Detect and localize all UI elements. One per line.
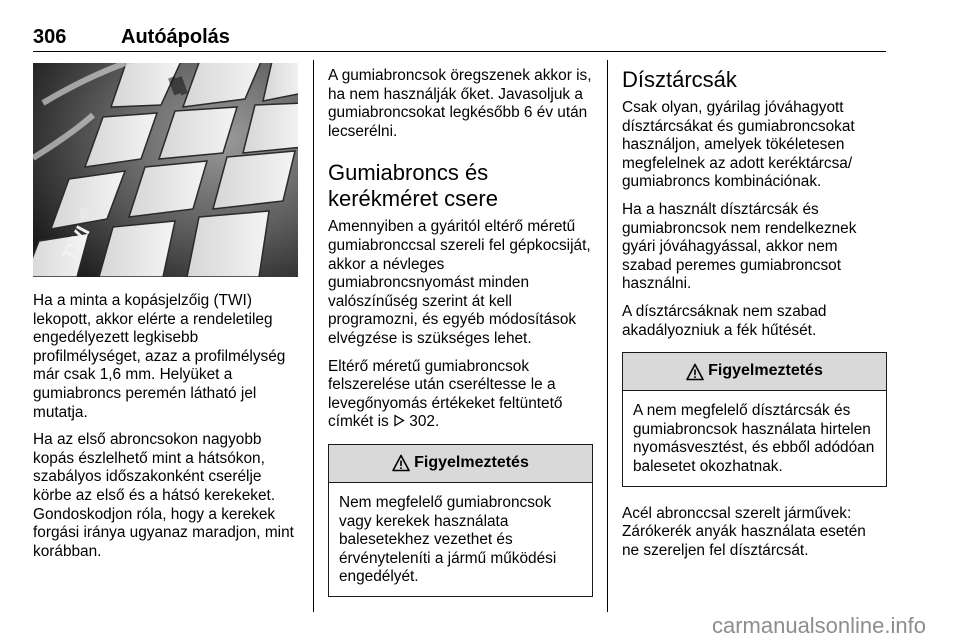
watermark: carmanualsonline.info	[711, 613, 926, 638]
warning-box	[622, 352, 887, 486]
page-reference-link[interactable]: 302	[409, 413, 435, 431]
section-heading: Dísztárcsák	[622, 67, 737, 92]
paragraph: Ha az első abroncsokon nagyobb kopás észlelhető mint a hátsókon, szabályos időszakonként cserélje körbe az első és a hátsó kerekeket. Gondoskodjon róla, hogy a kerekek forgási iránya ugyanaz maradjon, mint korábban.	[33, 431, 294, 560]
column-2	[328, 67, 593, 615]
column-3	[622, 67, 887, 569]
paragraph: Ha a minta a kopásjelzőig (TWI) lekopott, akkor elérte a rendeletileg engedélyezett legkisebb profilmélységet, azaz a profilmélység már csak 1,6 mm. Helyüket a gumiabroncs peremén látható jel mutatja.	[33, 292, 286, 421]
paragraph: A dísztárcsáknak nem szabad akadályozniuk a fék hűtését.	[622, 302, 827, 339]
warning-icon	[686, 363, 704, 381]
twi-label: TWI	[57, 222, 95, 266]
warning-text: A nem megfelelő dísztárcsák és gumiabroncsok használata hirtelen nyomásvesztést, és ebből adódóan balesetet okozhatnak.	[633, 402, 875, 475]
warning-header	[329, 445, 592, 483]
tire-tread-figure	[33, 63, 298, 277]
warning-icon	[392, 454, 410, 472]
paragraph: Csak olyan, gyárilag jóváhagyott dísztárcsákat és gumiabroncsokat használjon, amelyek tökéletesen megfelelnek az adott keréktárcsa/ gumiabroncs kombinációnak.	[622, 99, 855, 191]
column-divider-1	[313, 60, 314, 612]
paragraph: Amennyiben a gyáritól eltérő méretű gumiabronccsal szereli fel gépkocsiját, akkor a névleges gumiabroncsnyomást minden valószínűség szerint át kell programozni, és egyéb módosítások elvégzése is szükséges lehet.	[328, 218, 591, 347]
warning-title: Figyelmeztetés	[414, 454, 529, 472]
page-header	[33, 26, 886, 50]
warning-text: Nem megfelelő gumiabroncsok vagy kerekek használata balesetekhez vezethet és érvényteleníti a jármű működési engedélyét.	[339, 493, 557, 586]
header-rule	[33, 51, 886, 52]
paragraph: A gumiabroncsok öregszenek akkor is, ha nem használják őket. Javasoljuk a gumiabroncsokat legkésőbb 6 év után lecserélni.	[328, 67, 592, 140]
warning-box	[328, 444, 593, 597]
page-title: Autóápolás	[121, 26, 230, 48]
tire-tread-image	[33, 63, 298, 277]
paragraph: Ha a használt dísztárcsák és gumiabroncsok nem rendelkeznek gyári jóváhagyással, akkor nem szabad peremes gumiabroncsot használni.	[622, 200, 857, 293]
column-1	[33, 292, 303, 570]
page-number: 306	[33, 26, 67, 48]
column-divider-2	[607, 60, 608, 612]
paragraph-end: .	[434, 413, 440, 431]
warning-title: Figyelmeztetés	[708, 362, 823, 380]
paragraph	[328, 358, 593, 432]
paragraph-text: Eltérő méretű gumiabroncsok felszerelése után cseréltesse le a levegőnyomás értékeket feltüntető címkét is	[328, 357, 563, 431]
paragraph: Acél abronccsal szerelt járművek: Zárókerék anyák használata esetén ne szereljen fel dísztárcsát.	[622, 504, 866, 559]
warning-header	[623, 353, 886, 391]
section-heading: Gumiabroncs és kerékméret csere	[328, 160, 498, 212]
page-reference-icon	[393, 414, 405, 427]
